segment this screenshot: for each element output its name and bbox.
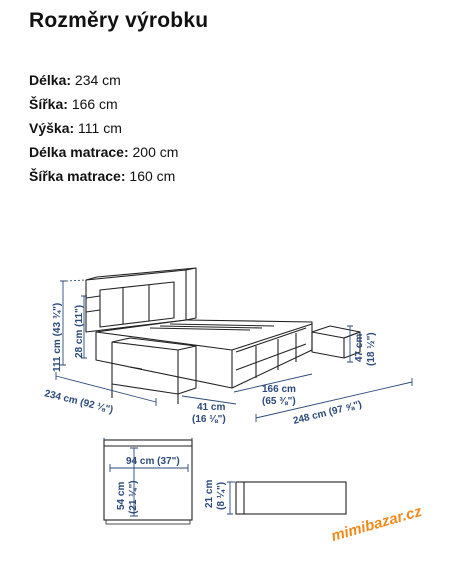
label-side-height-in: (18 ½") <box>366 332 377 366</box>
spec-value: 160 cm <box>129 168 176 184</box>
spec-value: 234 cm <box>74 72 121 88</box>
dimension-labels <box>43 303 377 427</box>
watermark-logo: mimibazar.cz <box>329 502 424 545</box>
label-width-open: 248 cm (97 ⅝") <box>292 399 363 427</box>
label-width-in: (65 ⅜") <box>262 396 296 407</box>
label-drawer-height: 21 cm <box>204 479 215 508</box>
drawer-side-dimensions <box>227 482 236 514</box>
drawer-detail-side <box>236 482 346 514</box>
label-drawer-depth-in: (16 ⅛") <box>192 414 226 425</box>
label-drawer-length: 54 cm <box>116 481 127 510</box>
spec-label: Výška: <box>29 120 75 136</box>
spec-value: 166 cm <box>71 96 118 112</box>
page-title: Rozměry výrobku <box>29 9 209 32</box>
label-drawer-length-in: (21 ¼") <box>128 480 139 514</box>
label-drawer-height-in: (8 ¼") <box>216 481 227 510</box>
label-shelf-height: 28 cm (11") <box>74 304 85 358</box>
label-drawer-depth: 41 cm <box>197 402 226 413</box>
bed-frame-outline <box>86 268 360 404</box>
drawer-detail-plan <box>104 438 192 524</box>
label-side-height: 47 cm <box>354 333 365 362</box>
label-length: 234 cm (92 ⅛") <box>43 388 115 416</box>
spec-label: Délka: <box>29 72 72 88</box>
spec-value: 111 cm <box>78 120 122 136</box>
spec-label: Šířka: <box>29 96 68 112</box>
label-width: 166 cm <box>262 384 296 395</box>
spec-label: Šířka matrace: <box>29 168 126 184</box>
label-drawer-width: 94 cm (37") <box>126 456 180 467</box>
spec-label: Délka matrace: <box>29 144 129 160</box>
spec-value: 200 cm <box>132 144 179 160</box>
label-total-height: 111 cm (43 ¾") <box>52 302 63 372</box>
